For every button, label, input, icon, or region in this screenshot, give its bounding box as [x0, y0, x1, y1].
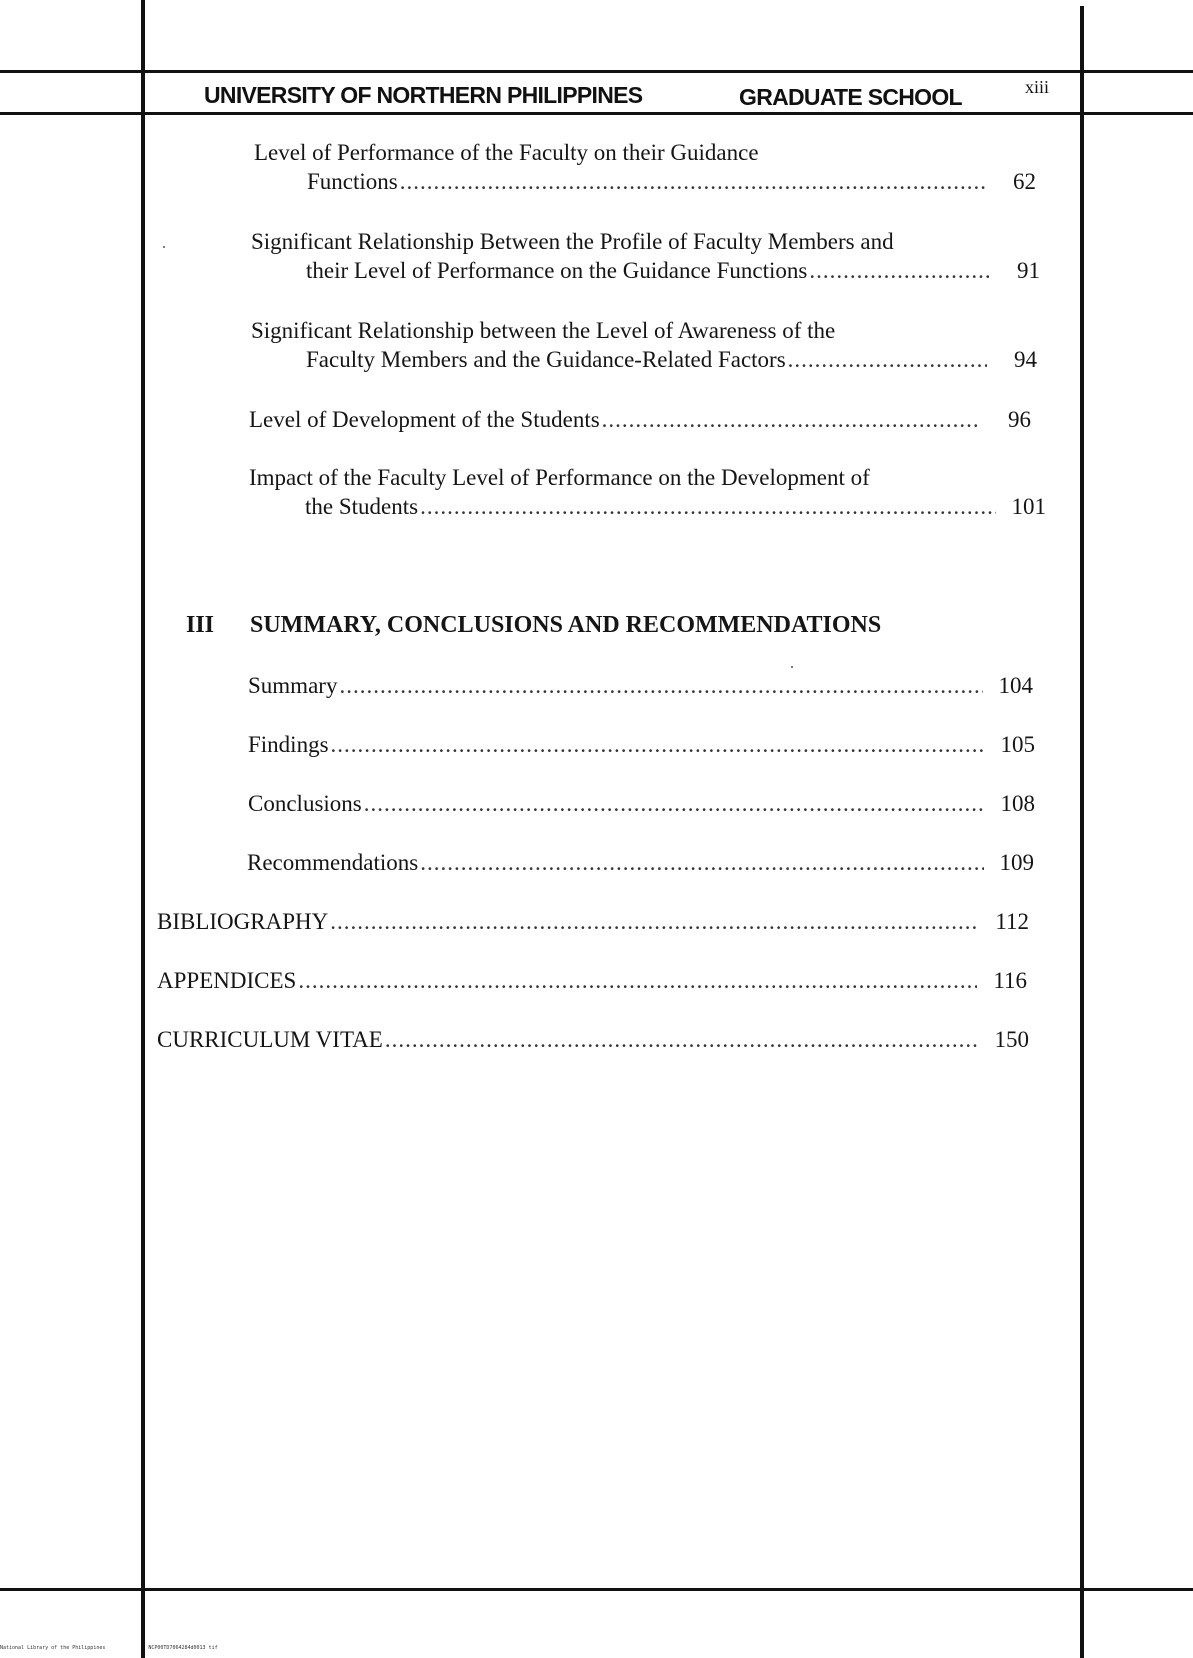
- chapter-title: SUMMARY, CONCLUSIONS AND RECOMMENDATIONS: [250, 612, 882, 638]
- toc-entry-title-cont: Faculty Members and the Guidance-Related Factors: [306, 347, 786, 372]
- toc-page-number: 150: [994, 1027, 1029, 1052]
- dot-leader: [385, 1025, 979, 1054]
- toc-entry-title: Impact of the Faculty Level of Performance on the Development of: [249, 465, 870, 490]
- toc-page-number: 101: [1011, 494, 1046, 519]
- toc-page-number: 112: [995, 909, 1029, 934]
- scan-footer: [0, 1645, 258, 1651]
- toc-entry-title: APPENDICES: [157, 968, 297, 993]
- school-name: GRADUATE SCHOOL: [739, 84, 962, 110]
- dot-leader: [331, 730, 985, 759]
- toc-page-number: 94: [1014, 347, 1037, 372]
- toc-entry-title-cont: Functions: [307, 169, 398, 194]
- toc-entry: [251, 316, 1037, 374]
- toc-entry-title: Summary: [248, 673, 338, 698]
- dot-leader: [420, 492, 996, 521]
- toc-entry: [249, 463, 1046, 521]
- dot-leader: [298, 966, 977, 995]
- toc-entry-title: Findings: [248, 732, 329, 757]
- toc-entry-title: Level of Development of the Students: [249, 407, 600, 432]
- dot-leader: [339, 671, 983, 700]
- toc-entry-title: Conclusions: [248, 791, 362, 816]
- toc-entry: [157, 1025, 1029, 1054]
- toc-page-number: 109: [999, 850, 1034, 875]
- toc-entry: [248, 671, 1033, 700]
- toc-page-number: 104: [998, 673, 1033, 698]
- toc-entry-title-cont: the Students: [305, 494, 419, 519]
- toc-entry-title: CURRICULUM VITAE: [157, 1027, 383, 1052]
- dot-leader: [420, 848, 984, 877]
- toc-page-number: 116: [993, 968, 1027, 993]
- toc-entry-title: Significant Relationship Between the Profile of Faculty Members and: [251, 229, 894, 254]
- toc-entry: [251, 227, 1040, 285]
- dot-leader: [364, 789, 985, 818]
- dot-leader: [602, 405, 981, 434]
- chapter-heading: [186, 612, 881, 639]
- toc-entry: [157, 907, 1029, 936]
- toc-entry: [254, 138, 1036, 196]
- dot-leader: [788, 345, 987, 374]
- toc-entry-title: Level of Performance of the Faculty on their Guidance: [254, 140, 759, 165]
- scan-speck: [163, 246, 165, 248]
- toc-entry: [248, 730, 1035, 759]
- toc-entry: [248, 789, 1035, 818]
- library-stamp: National Library of the Philippines: [0, 1645, 106, 1651]
- toc-entry-title: BIBLIOGRAPHY: [157, 909, 329, 934]
- toc-page-number: 91: [1017, 258, 1040, 283]
- dot-leader: [330, 907, 979, 936]
- toc-page-number: 108: [1000, 791, 1035, 816]
- dot-leader: [400, 167, 986, 196]
- toc-page-number: 105: [1000, 732, 1035, 757]
- toc-entry-title-cont: their Level of Performance on the Guidance Functions: [306, 258, 808, 283]
- scan-speck: [791, 666, 793, 668]
- university-name: UNIVERSITY OF NORTHERN PHILIPPINES: [204, 82, 643, 108]
- toc-page-number: 62: [1013, 169, 1036, 194]
- chapter-number: III: [186, 612, 215, 638]
- toc-entry: [249, 405, 1031, 434]
- toc-entry: [157, 966, 1027, 995]
- toc-entry-title: Significant Relationship between the Level of Awareness of the: [251, 318, 836, 343]
- file-id: NCP00TD7064284d0013 tif: [148, 1645, 218, 1651]
- toc-entry-title: Recommendations: [247, 850, 419, 875]
- dot-leader: [809, 256, 990, 285]
- toc-entry: [247, 848, 1034, 877]
- page-number: xiii: [1025, 77, 1050, 97]
- toc-page-number: 96: [1008, 407, 1031, 432]
